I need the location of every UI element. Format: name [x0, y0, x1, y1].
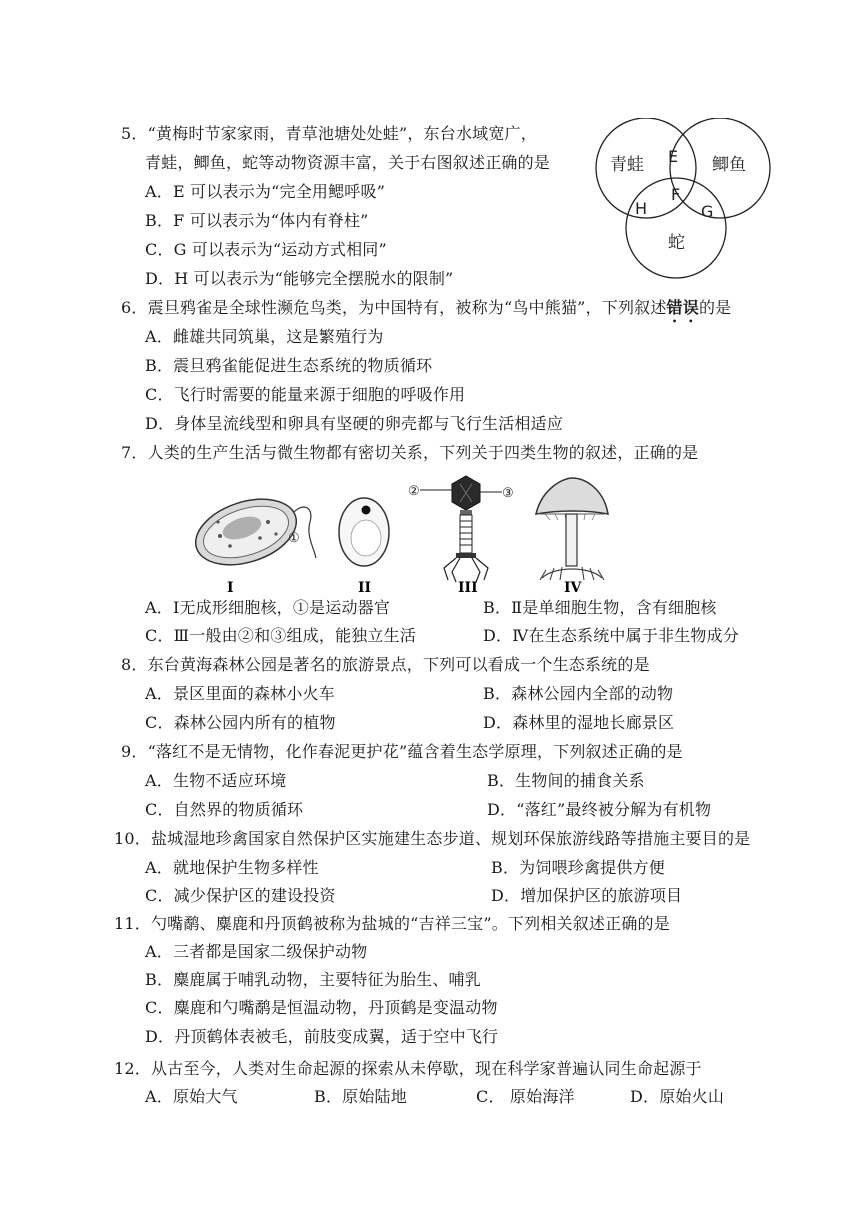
q7-option-b: B．Ⅱ是单细胞生物，含有细胞核 — [483, 598, 717, 617]
q12-stem: 12．从古至今，人类对生命起源的探索从未停歇，现在科学家普遍认同生命起源于 — [114, 1059, 702, 1078]
virus-illustration — [408, 476, 514, 582]
marker-2: ② — [408, 484, 420, 499]
mushroom-illustration — [536, 478, 608, 580]
venn-label-snake: 蛇 — [668, 233, 685, 253]
q12-option-b: B．原始陆地 — [314, 1087, 407, 1106]
q5-stem-line1: 5．“黄梅时节家家雨，青草池塘处处蛙”，东台水域宽广， — [121, 124, 537, 143]
q6-option-a: A．雌雄共同筑巢，这是繁殖行为 — [145, 327, 384, 346]
q9-option-a: A．生物不适应环境 — [145, 771, 287, 790]
q8-option-a: A．景区里面的森林小火车 — [145, 684, 335, 703]
figure-label-II: II — [358, 580, 372, 596]
q7-option-a: A．Ⅰ无成形细胞核，①是运动器官 — [145, 598, 391, 617]
q6-stem-end: 的是 — [698, 298, 732, 317]
q6-option-c: C．飞行时需要的能量来源于细胞的呼吸作用 — [145, 385, 466, 404]
q7-stem: 7．人类的生产生活与微生物都有密切关系，下列关于四类生物的叙述，正确的是 — [121, 443, 699, 462]
venn-label-e: E — [668, 147, 679, 166]
q9-option-c: C．自然界的物质循环 — [145, 800, 304, 819]
figure-label-IV: IV — [564, 580, 582, 596]
q5-option-d: D．H 可以表示为“能够完全摆脱水的限制” — [145, 269, 454, 288]
venn-label-frog: 青蛙 — [610, 155, 644, 175]
q5-stem-line2: 青蛙，鲫鱼，蛇等动物资源丰富，关于右图叙述正确的是 — [145, 153, 551, 172]
q8-option-b: B．森林公园内全部的动物 — [483, 684, 674, 703]
q11-option-b: B．麋鹿属于哺乳动物，主要特征为胎生、哺乳 — [145, 970, 481, 989]
q6-stem-text: 6．震旦鸦雀是全球性濒危鸟类，为中国特有，被称为“鸟中熊猫”，下列叙述 — [121, 298, 667, 317]
q12-option-c: C． 原始海洋 — [476, 1087, 575, 1106]
q6-stem — [121, 298, 731, 326]
q10-option-c: C．减少保护区的建设投资 — [145, 886, 336, 905]
bacterium-illustration — [190, 487, 316, 576]
q12-option-d: D．原始火山 — [630, 1087, 725, 1106]
q6-option-b: B．震旦鸦雀能促进生态系统的物质循环 — [145, 356, 433, 375]
q9-stem: 9．“落红不是无情物，化作春泥更护花”蕴含着生态学原理，下列叙述正确的是 — [121, 742, 683, 761]
venn-label-f: F — [671, 185, 681, 204]
q7-option-c: C．Ⅲ一般由②和③组成，能独立生活 — [145, 626, 417, 645]
q10-stem: 10．盐城湿地珍禽国家自然保护区实施建生态步道、规划环保旅游线路等措施主要目的是 — [114, 829, 751, 848]
q5-option-b: B．F 可以表示为“体内有脊柱” — [145, 211, 369, 230]
q5-option-a: A．E 可以表示为“完全用鳃呼吸” — [145, 182, 386, 201]
q12-option-a: A．原始大气 — [145, 1087, 238, 1106]
q11-option-a: A．三者都是国家二级保护动物 — [145, 942, 368, 961]
venn-label-crucian: 鲫鱼 — [712, 155, 746, 175]
figure-label-I: I — [227, 580, 234, 596]
q11-option-c: C．麋鹿和勺嘴鹬是恒温动物，丹顶鹤是变温动物 — [145, 998, 498, 1017]
marker-1: ① — [288, 531, 300, 546]
venn-label-h: H — [635, 199, 648, 218]
q5-option-c: C．G 可以表示为“运动方式相同” — [145, 240, 387, 259]
marker-3: ③ — [502, 486, 514, 501]
q10-option-a: A．就地保护生物多样性 — [145, 858, 319, 877]
q9-option-d: D．“落红”最终被分解为有机物 — [487, 800, 712, 819]
q7-organisms-figure — [190, 474, 620, 600]
venn-label-g: G — [701, 202, 714, 221]
q9-option-b: B．生物间的捕食关系 — [487, 771, 645, 790]
q8-option-c: C．森林公园内所有的植物 — [145, 713, 336, 732]
q10-option-b: B．为饲喂珍禽提供方便 — [491, 858, 665, 877]
q10-option-d: D．增加保护区的旅游项目 — [491, 886, 683, 905]
yeast-cell-illustration — [339, 498, 389, 566]
q7-option-d: D．Ⅳ在生态系统中属于非生物成分 — [483, 626, 740, 645]
q8-stem: 8．东台黄海森林公园是著名的旅游景点，下列可以看成一个生态系统的是 — [121, 655, 650, 674]
q11-stem: 11．勺嘴鹬、麋鹿和丹顶鹤被称为盐城的“吉祥三宝”。下列相关叙述正确的是 — [114, 914, 670, 933]
q6-option-d: D．身体呈流线型和卵具有坚硬的卵壳都与飞行生活相适应 — [145, 414, 564, 433]
q11-option-d: D．丹顶鹤体表被毛，前肢变成翼，适于空中飞行 — [145, 1027, 499, 1046]
q6-stem-emphasis: 错误 — [666, 298, 699, 317]
venn-diagram — [588, 118, 788, 284]
figure-label-III: III — [458, 580, 478, 596]
q8-option-d: D．森林里的湿地长廊景区 — [483, 713, 675, 732]
